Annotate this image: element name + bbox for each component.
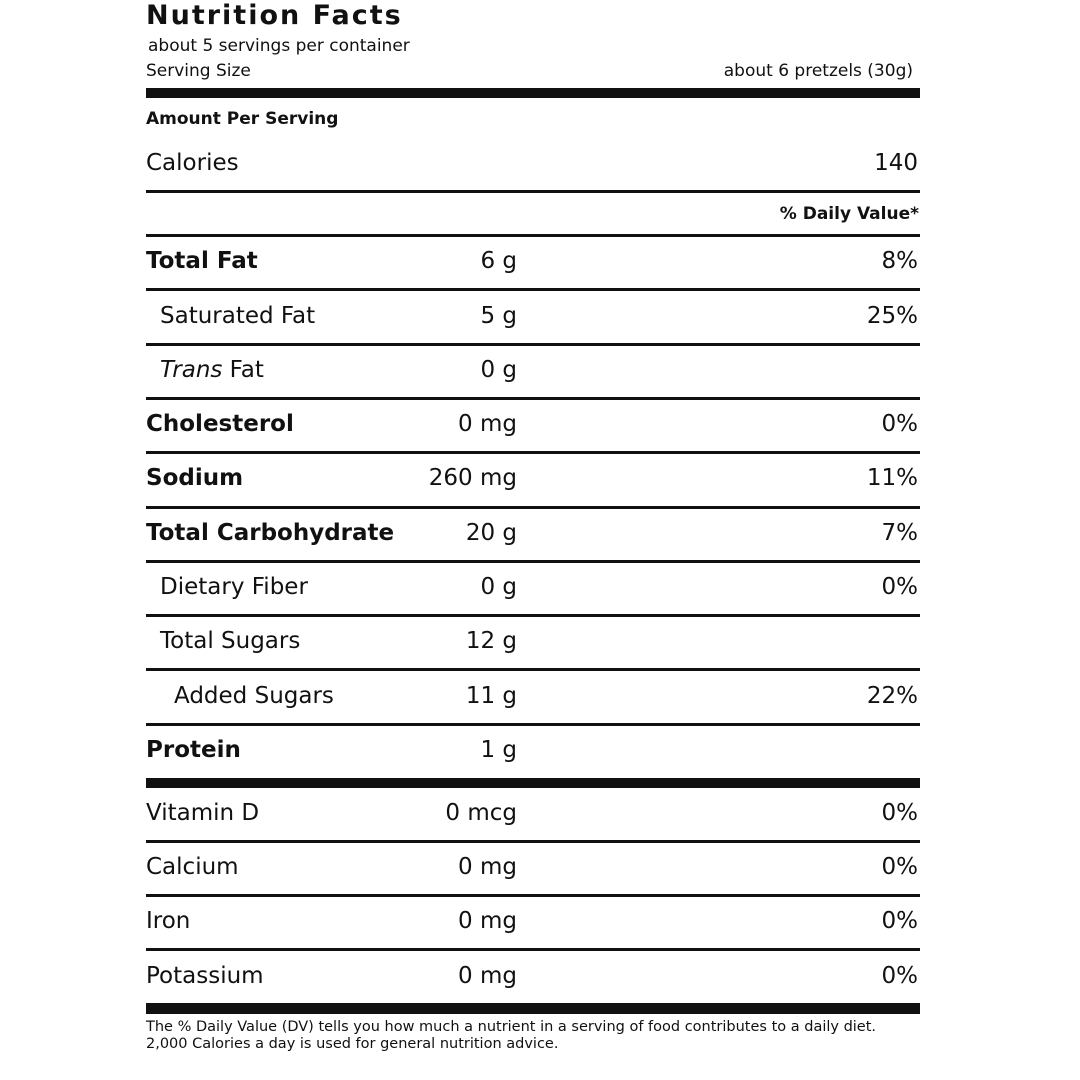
nutrient-name: Cholesterol xyxy=(146,411,294,437)
nutrient-name: Protein xyxy=(146,737,241,763)
divider xyxy=(146,234,920,237)
nutrient-name: Total Sugars xyxy=(160,628,301,654)
nutrient-row-saturated-fat xyxy=(146,293,920,345)
nutrient-name: Calcium xyxy=(146,854,239,880)
divider xyxy=(146,560,920,563)
nutrient-amount: 5 g xyxy=(480,303,517,329)
nutrient-name: Iron xyxy=(146,908,191,934)
nutrient-dv: 8% xyxy=(881,248,918,274)
nutrient-name: Sodium xyxy=(146,465,244,491)
footnote-line-1: The % Daily Value (DV) tells you how much a nutrient in a serving of food contributes to a daily diet. xyxy=(146,1019,877,1035)
nutrient-dv: 0% xyxy=(881,908,918,934)
thick-divider xyxy=(146,1003,920,1014)
nutrient-name xyxy=(160,357,264,383)
nutrient-row-total-fat xyxy=(146,238,920,290)
nutrient-dv: 0% xyxy=(881,854,918,880)
nutrient-amount: 0 mg xyxy=(458,908,517,934)
divider xyxy=(146,894,920,897)
label-title: Nutrition Facts xyxy=(146,0,403,31)
divider xyxy=(146,723,920,726)
nutrient-name: Added Sugars xyxy=(174,683,334,709)
nutrient-amount: 12 g xyxy=(465,628,517,654)
serving-size-value: about 6 pretzels (30g) xyxy=(723,61,913,81)
nutrient-row-sodium xyxy=(146,455,920,507)
nutrient-amount: 0 mg xyxy=(458,963,517,989)
nutrient-amount: 260 mg xyxy=(428,465,517,491)
divider xyxy=(146,506,920,509)
nutrient-row-total-sugars xyxy=(146,618,920,670)
nutrient-row-total-carbohydrate xyxy=(146,510,920,562)
footnote xyxy=(146,1019,946,1053)
nutrient-amount: 0 g xyxy=(480,574,517,600)
nutrient-row-trans-fat xyxy=(146,347,920,399)
nutrient-dv: 0% xyxy=(881,963,918,989)
nutrient-dv: 25% xyxy=(866,303,918,329)
divider xyxy=(146,948,920,951)
nutrient-amount: 20 g xyxy=(465,520,517,546)
daily-value-header: % Daily Value* xyxy=(779,204,919,224)
nutrient-amount: 0 mg xyxy=(458,854,517,880)
nutrient-dv: 0% xyxy=(881,800,918,826)
nutrient-name: Saturated Fat xyxy=(160,303,316,329)
nutrient-amount: 0 g xyxy=(480,357,517,383)
vitamin-row-vitamin-d xyxy=(146,790,920,842)
nutrient-dv: 7% xyxy=(881,520,918,546)
nutrient-row-protein xyxy=(146,727,920,779)
nutrient-row-added-sugars xyxy=(146,673,920,725)
divider xyxy=(146,397,920,400)
servings-per-container: about 5 servings per container xyxy=(148,36,410,56)
amount-per-serving: Amount Per Serving xyxy=(146,109,339,129)
nutrient-name: Vitamin D xyxy=(146,800,260,826)
nutrient-dv: 11% xyxy=(866,465,918,491)
nutrient-name-rest: Fat xyxy=(222,357,264,383)
vitamin-row-potassium xyxy=(146,953,920,1005)
nutrient-name: Dietary Fiber xyxy=(160,574,308,600)
divider xyxy=(146,451,920,454)
nutrient-row-dietary-fiber xyxy=(146,564,920,616)
vitamin-row-calcium xyxy=(146,844,920,896)
nutrient-name: Potassium xyxy=(146,963,264,989)
nutrient-dv: 0% xyxy=(881,574,918,600)
nutrient-amount: 0 mg xyxy=(458,411,517,437)
nutrient-name-italic: Trans xyxy=(160,357,223,383)
nutrient-dv: 22% xyxy=(866,683,918,709)
nutrient-amount: 0 mcg xyxy=(445,800,517,826)
nutrient-name: Total Carbohydrate xyxy=(146,520,395,546)
calories-label: Calories xyxy=(146,150,239,176)
nutrient-name: Total Fat xyxy=(146,248,258,274)
footnote-line-2: 2,000 Calories a day is used for general nutrition advice. xyxy=(146,1036,559,1052)
nutrient-amount: 11 g xyxy=(465,683,517,709)
serving-size-label: Serving Size xyxy=(146,61,251,81)
divider xyxy=(146,668,920,671)
divider xyxy=(146,840,920,843)
vitamin-row-iron xyxy=(146,898,920,950)
thick-divider xyxy=(146,88,920,98)
thick-divider xyxy=(146,778,920,788)
nutrient-dv: 0% xyxy=(881,411,918,437)
divider xyxy=(146,614,920,617)
divider xyxy=(146,288,920,291)
nutrient-amount: 1 g xyxy=(480,737,517,763)
nutrient-amount: 6 g xyxy=(480,248,517,274)
divider xyxy=(146,343,920,346)
calories-value: 140 xyxy=(874,150,918,176)
nutrient-row-cholesterol xyxy=(146,401,920,453)
divider xyxy=(146,190,920,193)
